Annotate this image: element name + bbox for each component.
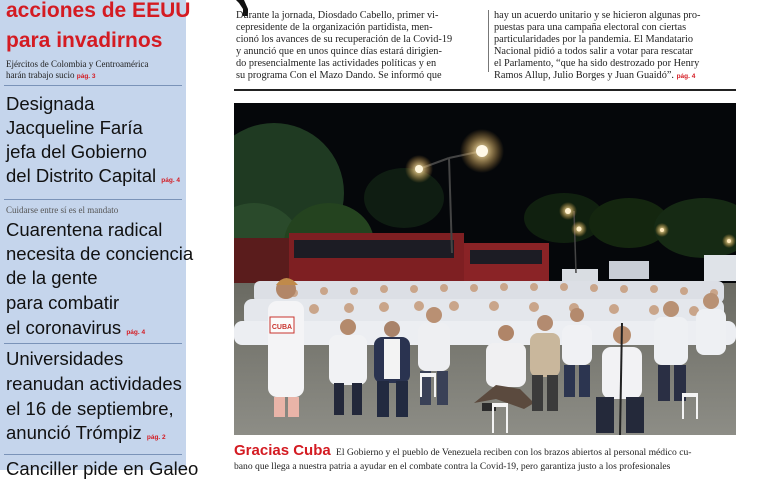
top-page-ref: pág. 3 xyxy=(76,73,96,80)
divider xyxy=(4,199,182,200)
vest-label: CUBA xyxy=(271,324,293,331)
article-text-line: puestas para una campaña electoral con ciertas xyxy=(494,21,687,33)
top-subheadline-line-1: Ejércitos de Colombia y Centroamérica xyxy=(6,59,149,69)
top-headline-line-1[interactable]: acciones de EEUU xyxy=(6,0,191,22)
story-2-line-2[interactable]: necesita de conciencia xyxy=(6,243,194,264)
article-text-line: particularidades por la pandemia. El Mandatario xyxy=(494,33,693,45)
story-3-line-4[interactable] xyxy=(6,421,166,451)
story-2-line-4[interactable]: para combatir xyxy=(6,292,120,313)
article-page-ref: pág. 4 xyxy=(676,72,696,80)
story-3-line-2[interactable]: reanudan actividades xyxy=(6,373,182,394)
story-3-line-3[interactable]: el 16 de septiembre, xyxy=(6,398,174,419)
article-column-1 xyxy=(236,10,478,81)
divider xyxy=(4,454,182,455)
column-separator xyxy=(488,10,489,72)
news-photo-medical-brigade[interactable] xyxy=(234,103,736,435)
story-2-line-1[interactable]: Cuarentena radical xyxy=(6,219,163,240)
story-2-line-3[interactable]: de la gente xyxy=(6,267,98,288)
top-headline-line-2[interactable]: para invadirnos xyxy=(6,29,163,52)
story-1-line-2[interactable]: Jacqueline Faría xyxy=(6,117,143,138)
article-text-line: cepresidente de la organización partidista, men- xyxy=(236,21,433,33)
article-text-line: y anunció que en unos quince días estará dirigien- xyxy=(236,45,442,57)
divider xyxy=(4,343,182,344)
story-1-line-3[interactable]: jefa del Gobierno xyxy=(6,141,147,162)
article-text-line: Nacional pidió a todos salir a votar para rescatar xyxy=(494,45,693,57)
story-2-text[interactable]: el coronavirus xyxy=(6,317,122,338)
story-3-text[interactable]: anunció Trómpiz xyxy=(6,422,142,443)
divider xyxy=(4,85,182,86)
story-2-line-5[interactable] xyxy=(6,316,145,346)
photo-caption-text: El Gobierno y el pueblo de Venezuela reciben con los brazos abiertos al personal médico cu- xyxy=(336,447,692,458)
story-2-kicker: Cuidarse entre sí es el mandato xyxy=(6,205,119,215)
story-1-page-ref: pág. 4 xyxy=(161,177,181,184)
article-column-2 xyxy=(494,10,738,82)
story-1-text[interactable]: del Distrito Capital xyxy=(6,165,157,186)
article-text-line: cionó los avances de su recuperación de la Covid-19 xyxy=(236,33,453,45)
article-text-line: do presencialmente las actividades políticas y en xyxy=(236,57,437,69)
article-text-line: su programa Con el Mazo Dando. Se informó que xyxy=(236,69,442,81)
top-subheadline-line-2 xyxy=(6,70,96,82)
story-2-page-ref: pág. 4 xyxy=(126,329,146,336)
story-1-line-1[interactable]: Designada xyxy=(6,93,95,114)
story-3-line-1[interactable]: Universidades xyxy=(6,348,124,369)
story-1-line-4[interactable] xyxy=(6,164,180,194)
article-text-line: el Parlamento, “que ha sido destrozado por Henry xyxy=(494,57,700,69)
photo-caption-title[interactable]: Gracias Cuba xyxy=(234,442,331,459)
top-subheadline-text: harán trabajo sucio xyxy=(6,70,75,80)
article-text-line: hay un acuerdo unitario y se hicieron algunas pro- xyxy=(494,10,701,21)
story-4-partial[interactable]: Canciller pide en Galeo xyxy=(6,458,199,479)
article-text-line: Durante la jornada, Diosdado Cabello, primer vi- xyxy=(236,10,439,21)
article-text-line xyxy=(494,70,738,83)
story-3-page-ref: pág. 2 xyxy=(146,434,166,441)
article-text: Ramos Allup, Julio Borges y Juan Guaidó”. xyxy=(494,69,674,81)
section-rule xyxy=(234,89,736,91)
photo-caption-text-2: bano que llega a nuestra patria a ayudar en el combate contra la Covid-19, pero garantiza justo a los profesionales xyxy=(234,461,671,472)
sidebar-news-column xyxy=(0,0,199,479)
